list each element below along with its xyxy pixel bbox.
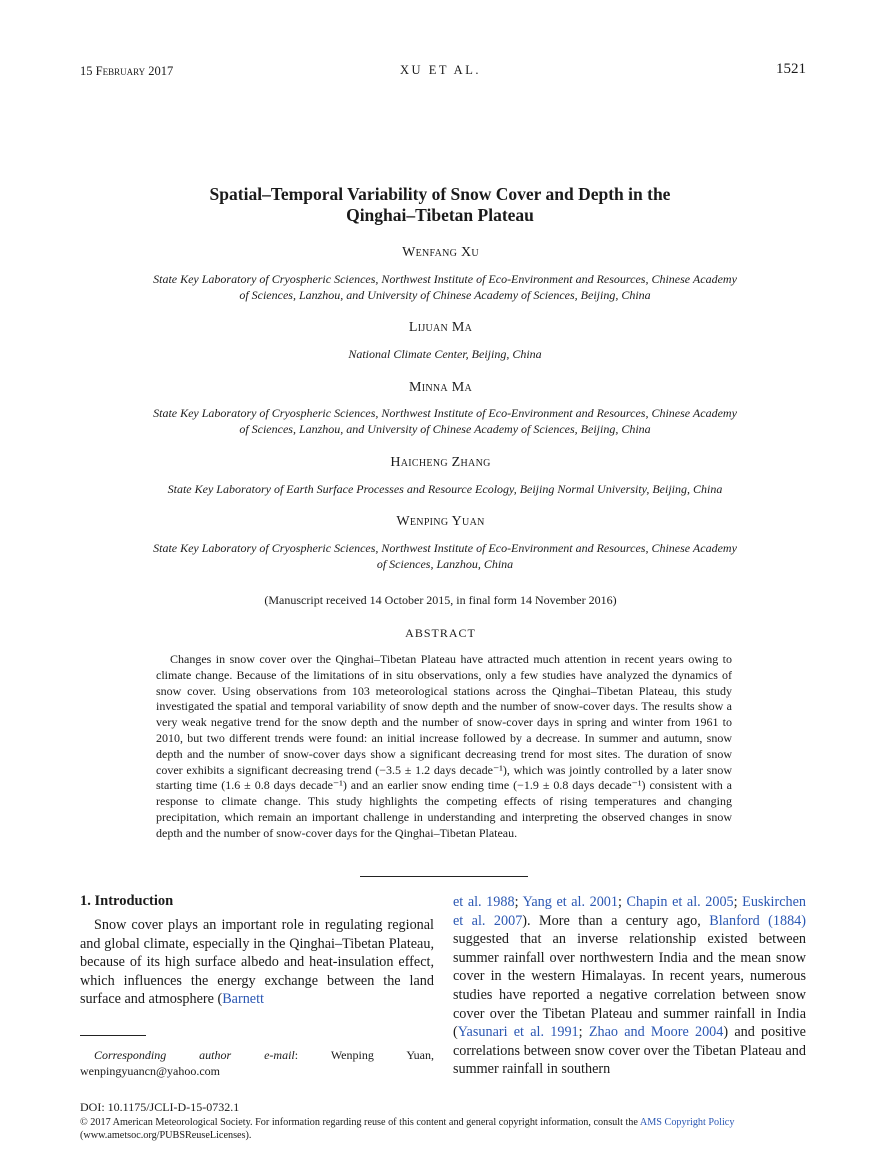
separator: ;: [733, 894, 743, 910]
affiliation-line: State Key Laboratory of Cryospheric Sciences, Northwest Institute of Eco-Environment and Resources, Chinese Academy: [153, 541, 737, 555]
corresponding-author-footnote: [80, 1048, 434, 1079]
author-affiliation: [110, 272, 780, 303]
footnote-rule: [80, 1035, 146, 1036]
section-divider: [360, 876, 528, 877]
left-column: [80, 893, 434, 1009]
author-affiliation: [110, 541, 780, 572]
affiliation-line: of Sciences, Lanzhou, and University of Chinese Academy of Sciences, Beijing, China: [239, 287, 651, 302]
affiliation-line: State Key Laboratory of Earth Surface Processes and Resource Ecology, Beijing Normal University, Beijing, China: [167, 482, 723, 496]
affiliation-line: of Sciences, Lanzhou, China: [376, 556, 514, 571]
author-affiliation: [110, 347, 780, 363]
footnote-label: Corresponding author e-mail: [94, 1048, 295, 1062]
intro-text: suggested that an inverse relationship existed between summer rainfall over northwestern India and the mean snow cover in the western Himalayas. In recent years, numerous studies have reported a negative correlation between snow cover over the Tibetan Plateau and summer rainfall in India (: [453, 931, 806, 1041]
author-name: Wenfang Xu: [402, 245, 479, 260]
author-name: Wenping Yuan: [396, 514, 485, 529]
copyright-notice: [80, 1116, 806, 1142]
affiliation-line: State Key Laboratory of Cryospheric Sciences, Northwest Institute of Eco-Environment and Resources, Chinese Academy: [153, 406, 737, 420]
paper-title: [120, 184, 760, 226]
author-name: Haicheng Zhang: [390, 455, 491, 470]
header-running-authors: XU ET AL.: [400, 63, 481, 77]
right-column: [453, 893, 806, 1079]
intro-paragraph: [80, 916, 434, 1009]
doi: DOI: 10.1175/JCLI-D-15-0732.1: [80, 1100, 240, 1114]
section-heading: 1. Introduction: [80, 893, 174, 909]
citation-link[interactable]: et al. 1988: [453, 894, 515, 910]
author-name: Minna Ma: [408, 380, 472, 395]
copyright-text: © 2017 American Meteorological Society. For information regarding reuse of this content and general copyright information, consult the: [80, 1117, 640, 1128]
citation-link[interactable]: Zhao and Moore 2004: [588, 1024, 724, 1041]
manuscript-note: (Manuscript received 14 October 2015, in final form 14 November 2016): [264, 593, 617, 607]
citation-link[interactable]: Yasunari et al. 1991: [457, 1024, 579, 1041]
page-number: 1521: [776, 61, 806, 77]
copyright-policy-link[interactable]: AMS Copyright Policy: [639, 1117, 735, 1128]
citation-link[interactable]: Euskirchen et al. 2007: [453, 894, 806, 929]
citation-link[interactable]: Barnett: [222, 991, 264, 1008]
citation-link[interactable]: Yang et al. 2001: [522, 894, 618, 910]
affiliation-line: National Climate Center, Beijing, China: [348, 347, 542, 361]
affiliation-line: State Key Laboratory of Cryospheric Sciences, Northwest Institute of Eco-Environment and Resources, Chinese Academy: [153, 272, 737, 286]
separator: ;: [578, 1024, 589, 1041]
intro-text: ) and positive correlations between snow cover over the Tibetan Plateau and summer rainfall in southern: [453, 1024, 806, 1078]
header-date: 15 February 2017: [80, 64, 174, 78]
author-affiliation: [110, 482, 780, 498]
author-affiliation: [110, 406, 780, 437]
intro-text: ). More than a century ago,: [522, 912, 710, 929]
separator: ;: [514, 894, 523, 910]
separator: ;: [618, 894, 627, 910]
abstract-text: Changes in snow cover over the Qinghai–Tibetan Plateau have attracted much attention in recent years owing to climate change. Because of the limitations of in situ observations, only a few studies have analyzed the dynamics of snow cover. Using observations from 103 meteorological stations across the Qinghai–Tibetan Plateau, this study investigated the spatial and temporal variability of snow depth and the number of snow-cover days. The results show a very weak negative trend for the snow depth and the number of snow-cover days in spring and winter from 1961 to 2010, but two different trends were found: an initial increase followed by a decrease. In summer and autumn, snow depth and the number of snow-cover days show a significant decreasing trend for most sites. The duration of snow cover exhibits a significant decreasing trend (−3.5 ± 1.2 days decade⁻¹), which was jointly controlled by a later snow starting time (1.6 ± 0.8 days decade⁻¹) and an earlier snow ending time (−1.9 ± 0.8 days decade⁻¹) consistent with a response to climate change. This study highlights the competing effects of rising temperatures and changing precipitation, which remain an important challenge in understanding and interpreting the observed changes in snow depth and the number of snow-cover days for the Qinghai–Tibetan Plateau.: [156, 652, 732, 840]
author-name: Lijuan Ma: [408, 320, 473, 335]
affiliation-line: of Sciences, Lanzhou, and University of Chinese Academy of Sciences, Beijing, China: [239, 421, 651, 436]
intro-paragraph-continued: [453, 893, 806, 1079]
citation-link[interactable]: Chapin et al. 2005: [626, 894, 734, 910]
title-line-2: Qinghai–Tibetan Plateau: [346, 205, 534, 225]
citation-link[interactable]: Blanford (1884): [709, 912, 806, 929]
intro-text: Snow cover plays an important role in regulating regional and global climate, especially in the Qinghai–Tibetan Plateau, because of its high surface albedo and heat-insulation effect, which influences the energy exchange between the land surface and atmosphere (: [80, 917, 434, 1008]
title-line-1: Spatial–Temporal Variability of Snow Cover and Depth in the: [209, 184, 671, 204]
footnote-text: : Wenping Yuan, wenpingyuancn@yahoo.com: [80, 1048, 434, 1078]
copyright-url: (www.ametsoc.org/PUBSReuseLicenses).: [80, 1130, 252, 1141]
abstract-heading: ABSTRACT: [405, 626, 476, 640]
